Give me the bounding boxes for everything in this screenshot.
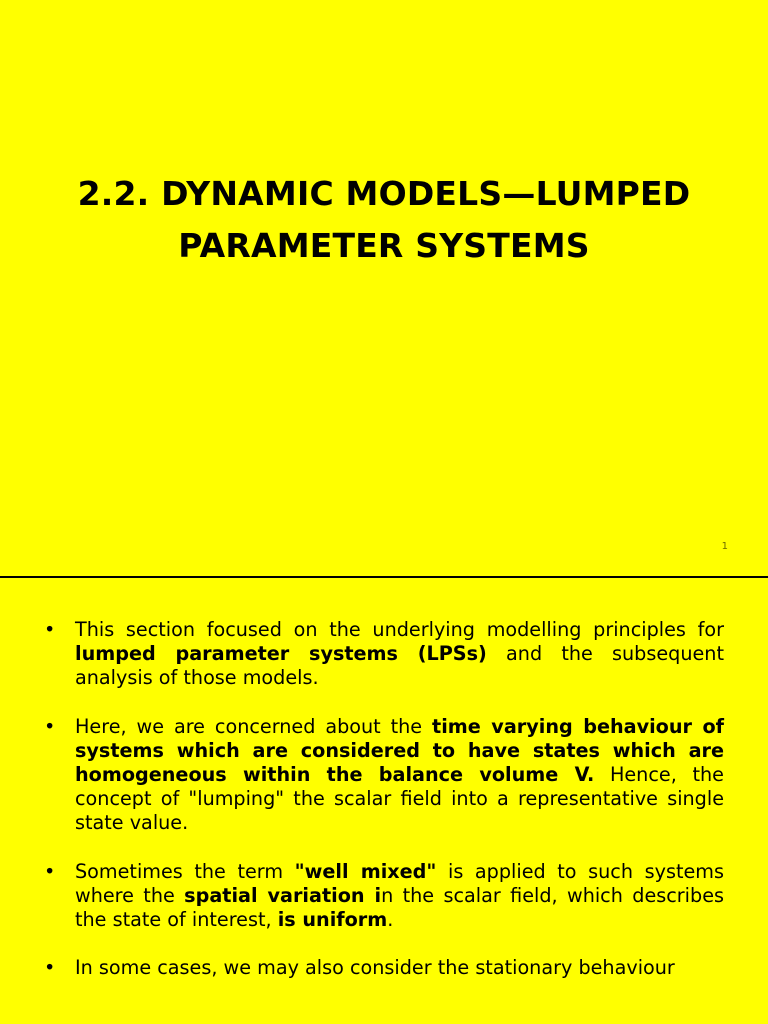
- bullet-text: is applied to such systems where the: [75, 859, 724, 907]
- bullet-text: Here, we are concerned about the: [75, 714, 433, 738]
- bullet-icon: •: [44, 956, 56, 980]
- bullet-text: n the scalar field, which describes the state of interest,: [75, 883, 724, 932]
- bullet-text: In some cases, we may also consider the stationary behaviour: [75, 956, 675, 980]
- bullet-text: Sometimes the term: [75, 859, 295, 883]
- slide-number: 1: [721, 541, 728, 552]
- bullet-item-1: [44, 618, 724, 691]
- bullet-text-bold: "well mixed": [294, 859, 437, 883]
- bullet-icon: •: [44, 618, 56, 641]
- bullet-text: This section focused on the underlying modelling principles for: [75, 618, 724, 641]
- bullet-text-bold: spatial variation i: [184, 883, 382, 907]
- bullet-text: Hence, the concept of "lumping" the scalar field into a representative single state value.: [75, 763, 724, 835]
- bullet-text-bold: time varying behaviour of systems which are considered to have states which are homogeneous within the balance volume V.: [75, 714, 724, 787]
- bullet-text-bold: is uniform: [277, 908, 388, 932]
- slide-title: [40, 168, 728, 272]
- bullet-icon: •: [44, 859, 56, 883]
- bullet-item-2: [44, 715, 724, 836]
- title-line-2: PARAMETER SYSTEMS: [178, 226, 590, 265]
- bullet-text-bold: lumped parameter systems (LPSs): [75, 642, 487, 666]
- bullet-item-3: [44, 860, 724, 933]
- slide-content-page: [0, 578, 768, 1024]
- bullet-text: and the subsequent analysis of those models.: [75, 642, 724, 690]
- bullet-item-4: [44, 956, 724, 980]
- bullet-list: [44, 618, 724, 1004]
- bullet-text: .: [387, 908, 394, 932]
- title-line-1: 2.2. DYNAMIC MODELS—LUMPED: [77, 174, 691, 213]
- bullet-icon: •: [44, 714, 56, 738]
